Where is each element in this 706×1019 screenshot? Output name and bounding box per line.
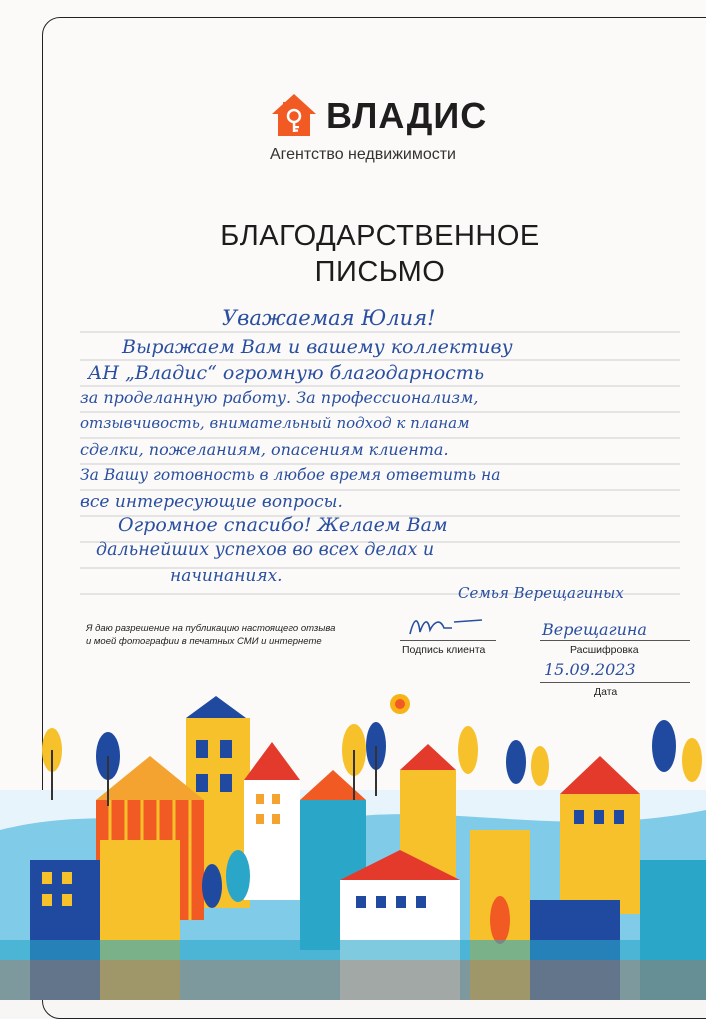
consent-line-1: Я даю разрешение на публикацию настоящего отзыва xyxy=(86,623,336,634)
date-label: Дата xyxy=(594,686,618,698)
letter-greeting: Уважаемая Юлия! xyxy=(222,306,436,330)
consent-line-2: и моей фотографии в печатных СМИ и интернете xyxy=(86,636,322,647)
brand-tagline: Агентство недвижимости xyxy=(270,146,456,163)
city-buildings-illustration xyxy=(0,690,706,1000)
title-line-1: БЛАГОДАРСТВЕННОЕ xyxy=(220,220,540,252)
signature-line xyxy=(400,640,496,641)
letter-line: сделки, пожеланиям, опасениям клиента. xyxy=(80,440,449,459)
letter-line: Выражаем Вам и вашему коллективу xyxy=(122,336,513,358)
transcript-value: Верещагина xyxy=(542,620,647,639)
transcript-line xyxy=(540,640,690,641)
title-line-2: ПИСЬМО xyxy=(314,256,446,288)
letter-line: АН „Владис“ огромную благодарность xyxy=(88,362,485,384)
client-signature xyxy=(404,612,494,642)
letter-line: начинаниях. xyxy=(170,566,283,586)
transcript-label: Расшифровка xyxy=(570,644,639,656)
brand-name: ВЛАДИС xyxy=(326,95,488,136)
letter-closing: Семья Верещагиных xyxy=(458,584,624,602)
letter-line: за проделанную работу. За профессионализм, xyxy=(80,388,479,407)
publication-consent xyxy=(86,622,386,648)
date-value: 15.09.2023 xyxy=(544,660,636,679)
client-signature-label: Подпись клиента xyxy=(402,644,486,656)
letter-line: отзывчивость, внимательный подход к планам xyxy=(80,414,470,432)
letter-line: Огромное спасибо! Желаем Вам xyxy=(118,514,448,536)
city-illustration xyxy=(0,690,706,1000)
date-line xyxy=(540,682,690,683)
letter-line: дальнейших успехов во всех делах и xyxy=(96,540,435,560)
letter-line: За Вашу готовность в любое время ответить на xyxy=(80,466,501,484)
letter-line: все интересующие вопросы. xyxy=(80,492,343,512)
